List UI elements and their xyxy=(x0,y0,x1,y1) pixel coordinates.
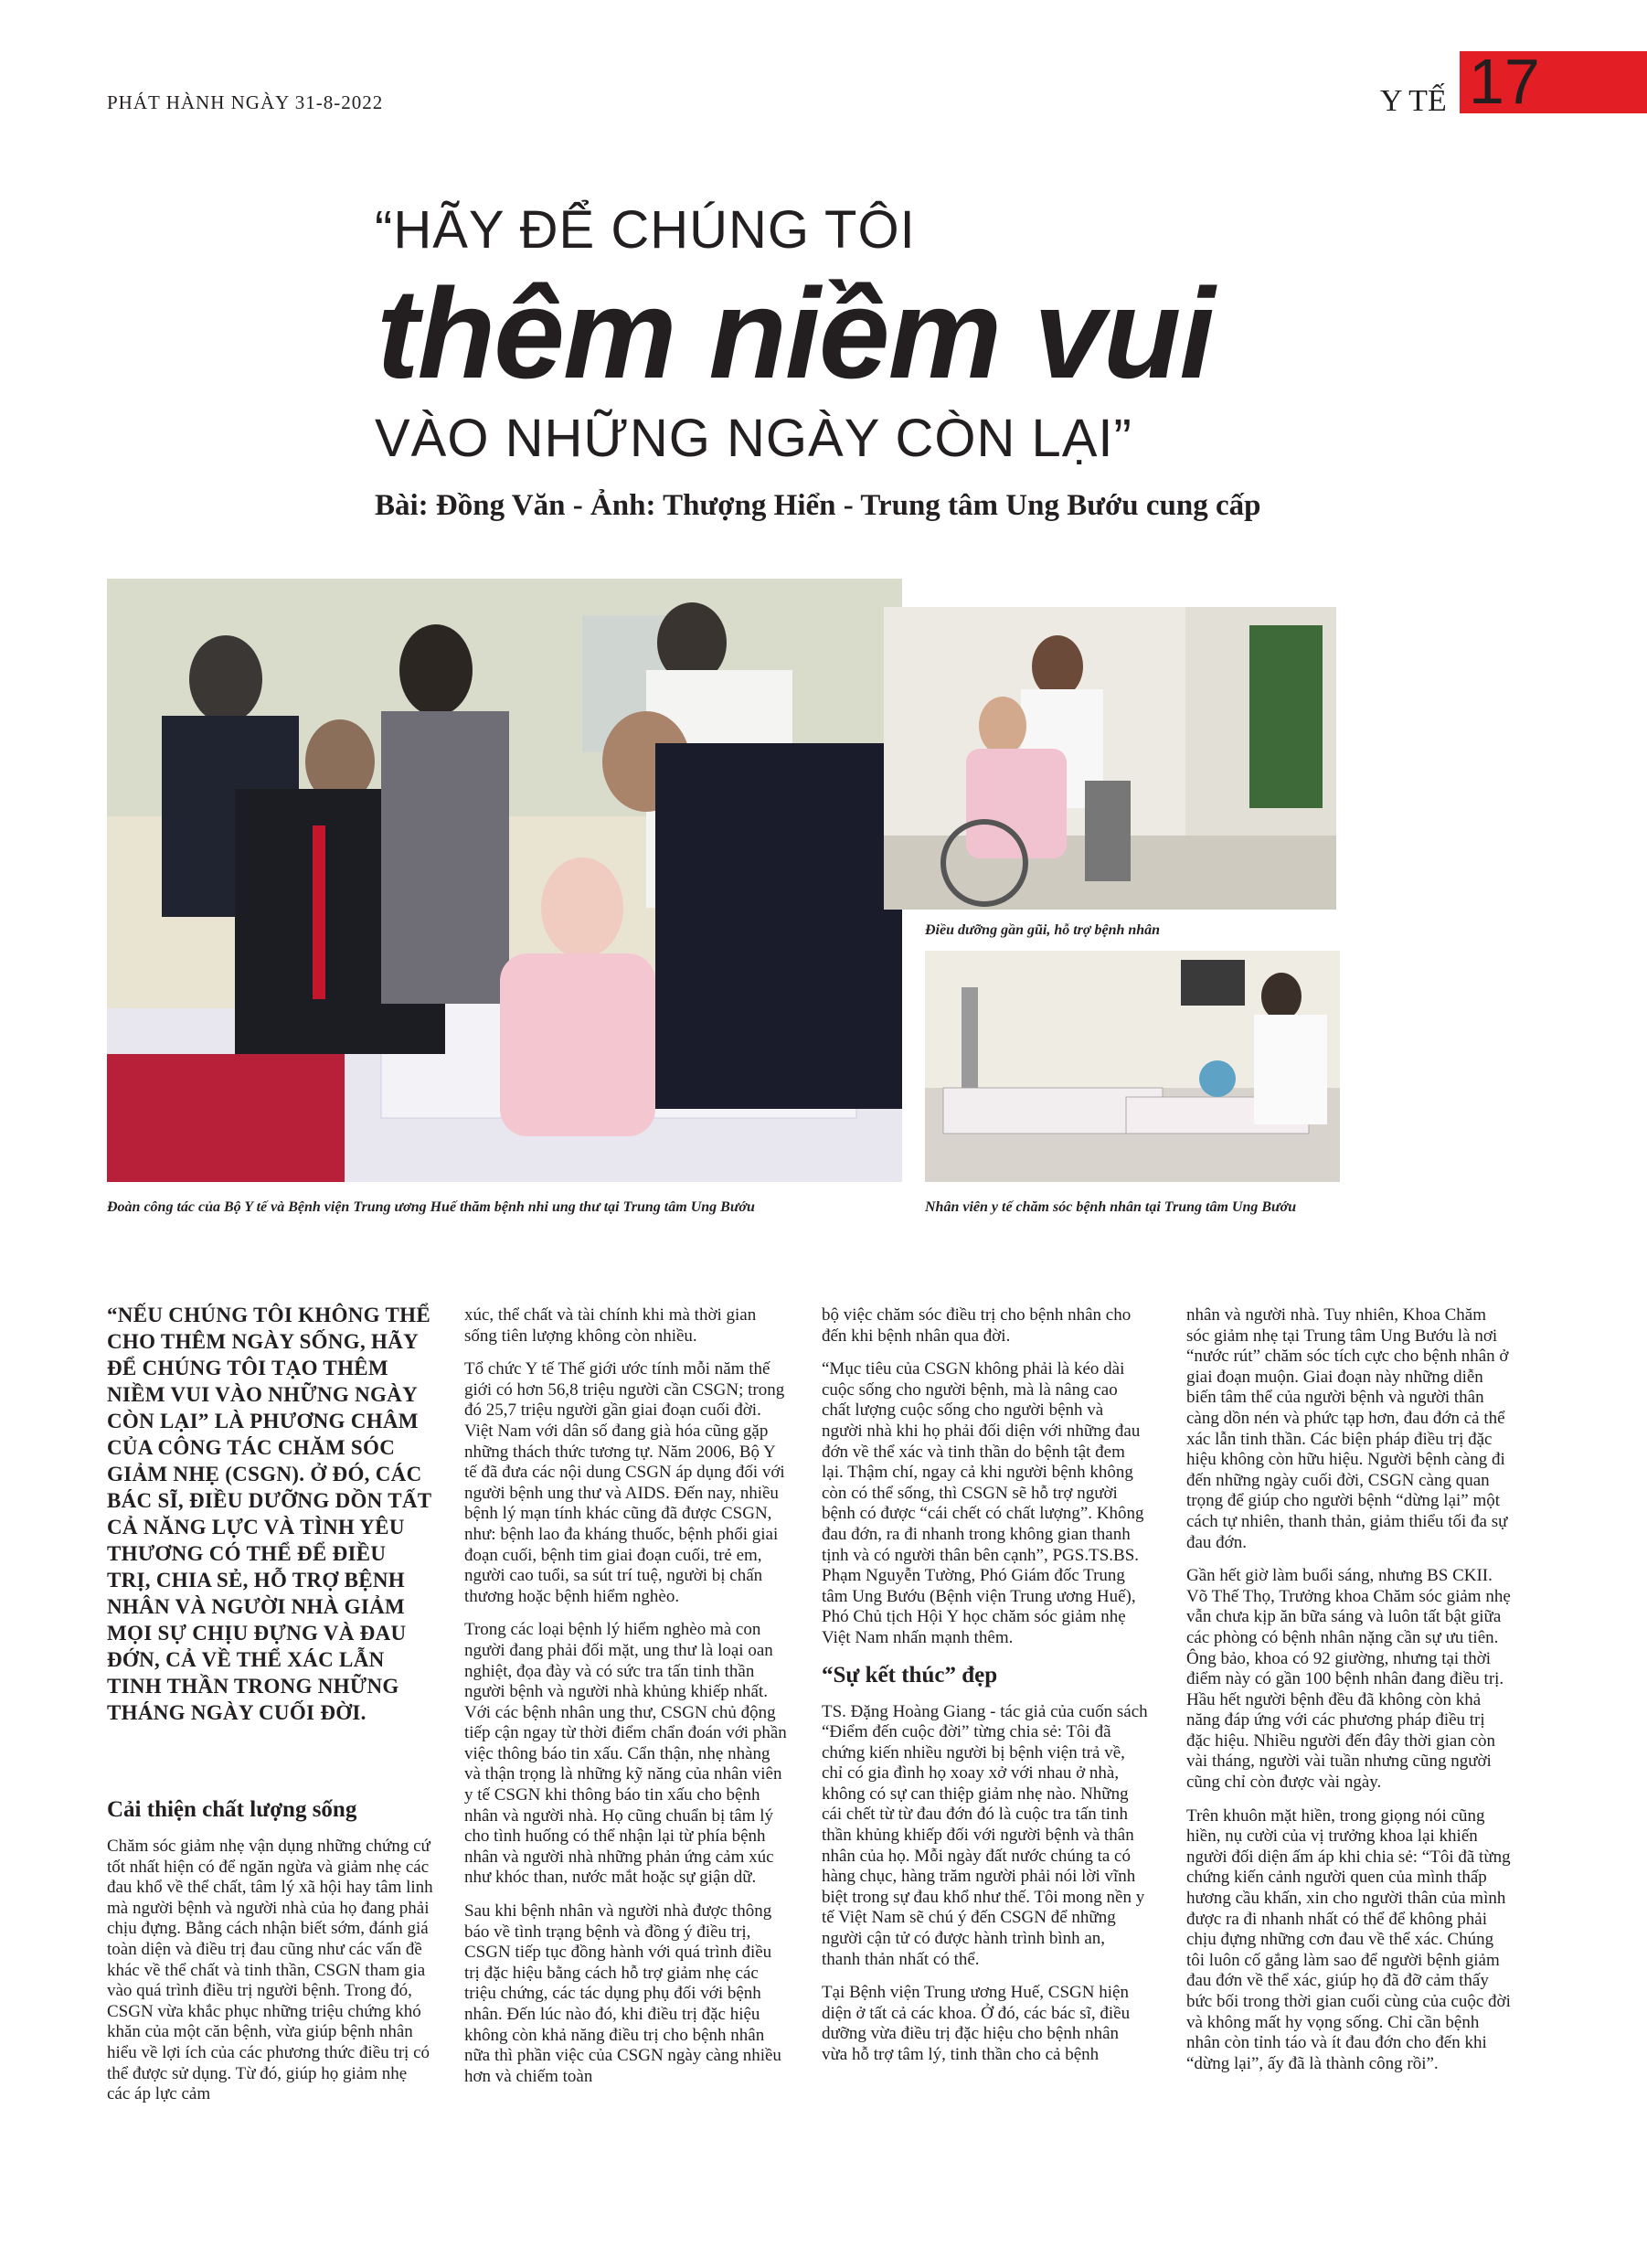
top-right-photo-caption: Điều dưỡng gần gũi, hỗ trợ bệnh nhân xyxy=(925,922,1161,938)
headline-line-3: VÀO NHỮNG NGÀY CÒN LẠI” xyxy=(375,409,1132,468)
article-column-3 xyxy=(822,1305,1148,2079)
ward-photo-illustration xyxy=(925,951,1340,1182)
paragraph: xúc, thể chất và tài chính khi mà thời gian sống tiên lượng không còn nhiều. xyxy=(464,1305,757,1346)
headline-line-1: “HÃY ĐỂ CHÚNG TÔI xyxy=(375,200,916,260)
section-name: Y TẾ xyxy=(1380,84,1447,118)
nurse-photo xyxy=(884,607,1336,910)
paragraph: Sau khi bệnh nhân và người nhà được thông báo về tình trạng bệnh và đồng ý điều trị, CSGN tiếp tục đồng hành với quá trình điều trị đặc hiệu bằng cách hỗ trợ giảm nhẹ các triệu chứng, các tác dụng phụ đối với bệnh nhân. Đến lúc nào đó, khi điều trị đặc hiệu không còn khả năng điều trị cho bệnh nhân nữa thì phần việc của CSGN ngày càng nhiều hơn và chiếm toàn xyxy=(464,1901,781,2086)
main-photo xyxy=(107,579,902,1182)
nurse-photo-illustration xyxy=(884,607,1336,910)
byline: Bài: Đồng Văn - Ảnh: Thượng Hiển - Trung tâm Ung Bướu cung cấp xyxy=(375,489,1261,522)
paragraph: Trong các loại bệnh lý hiểm nghèo mà con người đang phải đối mặt, ung thư là loại oan nghiệt, đọa đày và có sức tra tấn tinh thần người bệnh và người nhà khủng khiếp nhất. Với các bệnh nhân ung thư, CSGN chủ động tiếp cận ngay từ thời điểm chẩn đoán với phần việc thông báo tin xấu. Cẩn thận, nhẹ nhàng và thận trọng là những kỹ năng của nhân viên y tế CSGN khi thông báo tin xấu cho bệnh nhân và người nhà. Họ cũng chuẩn bị tâm lý cho tình huống có thể nhận lại từ phía bệnh nhân và người nhà những phản ứng cảm xúc như khóc than, nước mắt hoặc sự giận dữ. xyxy=(464,1620,787,1888)
ward-photo xyxy=(925,951,1340,1182)
article-lead: “NẾU CHÚNG TÔI KHÔNG THỂ CHO THÊM NGÀY SỐNG, HÃY ĐỂ CHÚNG TÔI TẠO THÊM NIỀM VUI VÀO NHỮNG NGÀY CÒN LẠI” LÀ PHƯƠNG CHÂM CỦA CÔNG TÁC CHĂM SÓC GIẢM NHẸ (CSGN). Ở ĐÓ, CÁC BÁC SĨ, ĐIỀU DƯỠNG DỒN TẤT CẢ NĂNG LỰC VÀ TÌNH YÊU THƯƠNG CÓ THỂ ĐỂ ĐIỀU TRỊ, CHIA SẺ, HỖ TRỢ BỆNH NHÂN VÀ NGƯỜI NHÀ GIẢM MỌI SỰ CHỊU ĐỰNG VÀ ĐAU ĐỚN, CẢ VỀ THỂ XÁC LẪN TINH THẦN TRONG NHỮNG THÁNG NGÀY CUỐI ĐỜI. xyxy=(107,1304,431,1724)
section-heading-quality: Cải thiện chất lượng sống xyxy=(107,1797,357,1822)
article-column-1 xyxy=(107,1302,433,2118)
bottom-right-photo-caption: Nhân viên y tế chăm sóc bệnh nhân tại Trung tâm Ung Bướu xyxy=(925,1199,1297,1215)
paragraph: Tại Bệnh viện Trung ương Huế, CSGN hiện diện ở tất cả các khoa. Ở đó, các bác sĩ, điều dưỡng vừa điều trị đặc hiệu cho bệnh nhân vừa hỗ trợ tâm lý, tinh thần cho cả bệnh xyxy=(822,1983,1131,2064)
paragraph: nhân và người nhà. Tuy nhiên, Khoa Chăm sóc giảm nhẹ tại Trung tâm Ung Bướu là nơi “nước rút” chăm sóc tích cực cho bệnh nhân ở giai đoạn muộn. Giai đoạn này những diễn biến tâm thể của người bệnh và người thân càng dồn nén và phức tạp hơn, đau đớn cả thể xác lẫn tinh thần. Các biện pháp điều trị đặc hiệu không còn hữu hiệu. Người bệnh càng đi đến những ngày cuối đời, CSGN càng quan trọng để giúp cho người bệnh “dừng lại” một cách tự nhiên, thanh thản, giảm thiểu tối đa sự đau đớn. xyxy=(1186,1305,1509,1552)
paragraph: Gần hết giờ làm buổi sáng, nhưng BS CKII. Võ Thế Thọ, Trưởng khoa Chăm sóc giảm nhẹ vẫn chưa kịp ăn bữa sáng và luôn tất bật giữa các phòng có bệnh nhân nặng cần sự ưu tiên. Ông bảo, khoa có 92 giường, nhưng tại thời điểm này có gần 100 bệnh nhân đang điều trị. Hầu hết người bệnh đều đã không còn khả năng đáp ứng với các phương pháp điều trị đặc hiệu. Nhiều người đến đây thời gian còn vài tháng, người vài tuần nhưng cũng người cũng chỉ còn được vài ngày. xyxy=(1186,1566,1511,1793)
main-photo-illustration xyxy=(107,579,902,1182)
article-column-4 xyxy=(1186,1305,1513,2087)
article-column-2 xyxy=(464,1305,791,2100)
paragraph: Tổ chức Y tế Thế giới ước tính mỗi năm thế giới có hơn 56,8 triệu người cần CSGN; trong đó 25,7 triệu người gần giai đoạn cuối đời. Việt Nam với dân số đang già hóa cũng gặp những thách thức tương tự. Năm 2006, Bộ Y tế đã đưa các nội dung CSGN áp dụng đối với người bệnh ung thư và AIDS. Đến nay, nhiều bệnh lý mạn tính khác cũng đã được CSGN, như: bệnh lao đa kháng thuốc, bệnh phổi giai đoạn cuối, bệnh tim giai đoạn cuối, trẻ em, người cao tuổi, sa sút trí tuệ, người bị chấn thương hoặc bệnh hiểm nghèo. xyxy=(464,1359,785,1606)
paragraph: Chăm sóc giảm nhẹ vận dụng những chứng cứ tốt nhất hiện có để ngăn ngừa và giảm nhẹ các đau khổ về thể chất, tâm lý xã hội hay tâm linh mà người bệnh và người nhà của họ đang phải chịu đựng. Bằng cách nhận biết sớm, đánh giá toàn diện và điều trị đau cũng như các vấn đề khác về thể chất và tinh thần, CSGN tham gia vào quá trình điều trị người bệnh. Trong đó, CSGN vừa khắc phục những triệu chứng khó khăn của một căn bệnh, vừa giúp bệnh nhân hiểu về lợi ích của các phương thức điều trị có thể được sử dụng. Từ đó, giúp họ giảm nhẹ các áp lực cảm xyxy=(107,1837,433,2104)
paragraph: bộ việc chăm sóc điều trị cho bệnh nhân cho đến khi bệnh nhân qua đời. xyxy=(822,1305,1132,1346)
paragraph: TS. Đặng Hoàng Giang - tác giả của cuốn sách “Điểm đến cuộc đời” từng chia sẻ: Tôi đã chứng kiến nhiều người bị bệnh viện trả về, chỉ có gia đình họ xoay xở với nhau ở nhà, không có sự can thiệp giảm nhẹ nào. Những cái chết từ từ đau đớn đó là cuộc tra tấn tinh thần khủng khiếp đối với người bệnh và thân nhân của họ. Mỗi ngày đất nước chúng ta có hàng chục, hàng trăm người phải nói lời vĩnh biệt trong sự đau khổ như thế. Tôi mong nền y tế Việt Nam sẽ chú ý đến CSGN để những người cận tử có được hành trình bình an, thanh thản nhất có thể. xyxy=(822,1701,1148,1969)
page-number: 17 xyxy=(1469,46,1540,117)
main-photo-caption: Đoàn công tác của Bộ Y tế và Bệnh viện Trung ương Huế thăm bệnh nhi ung thư tại Trung tâm Ung Bướu xyxy=(107,1199,755,1215)
section-heading-ending: “Sự kết thúc” đẹp xyxy=(822,1662,998,1688)
paragraph: Trên khuôn mặt hiền, trong giọng nói cũng hiền, nụ cười của vị trưởng khoa lại khiến người đối diện ấm áp khi chia sẻ: “Tôi đã từng chứng kiến cảnh người quen của mình thấp hương cầu khấn, xin cho người thân của mình được ra đi nhanh nhất có thể để không phải chịu đựng những cơn đau về thể xác. Chúng tôi luôn cố gắng làm sao để người bệnh giảm đau đớn về thể xác, giúp họ đã đỡ cảm thấy bức bối trong thời gian cuối cùng của cuộc đời và không mất hy vọng sống. Chỉ cần bệnh nhân còn tỉnh táo và ít đau đớn cho đến khi “dừng lại”, ấy đã là thành công rồi”. xyxy=(1186,1805,1511,2073)
headline-line-2: thêm niềm vui xyxy=(377,261,1214,405)
paragraph: “Mục tiêu của CSGN không phải là kéo dài cuộc sống cho người bệnh, mà là nâng cao chất lượng cuộc sống cho người bệnh và người nhà khi họ phải đối diện với những đau đớn về thể xác và tinh thần do bệnh tật đem lại. Thậm chí, ngay cả khi người bệnh không còn có thể sống, thì CSGN sẽ hỗ trợ người bệnh có được “cái chết có chất lượng”. Không đau đớn, ra đi nhanh trong không gian thanh tịnh và có người thân bên cạnh”, PGS.TS.BS. Phạm Nguyễn Tường, Phó Giám đốc Trung tâm Ung Bướu (Bệnh viện Trung ương Huế), Phó Chủ tịch Hội Y học chăm sóc giảm nhẹ Việt Nam nhấn mạnh thêm. xyxy=(822,1359,1144,1647)
issue-date: PHÁT HÀNH NGÀY 31-8-2022 xyxy=(107,91,384,113)
